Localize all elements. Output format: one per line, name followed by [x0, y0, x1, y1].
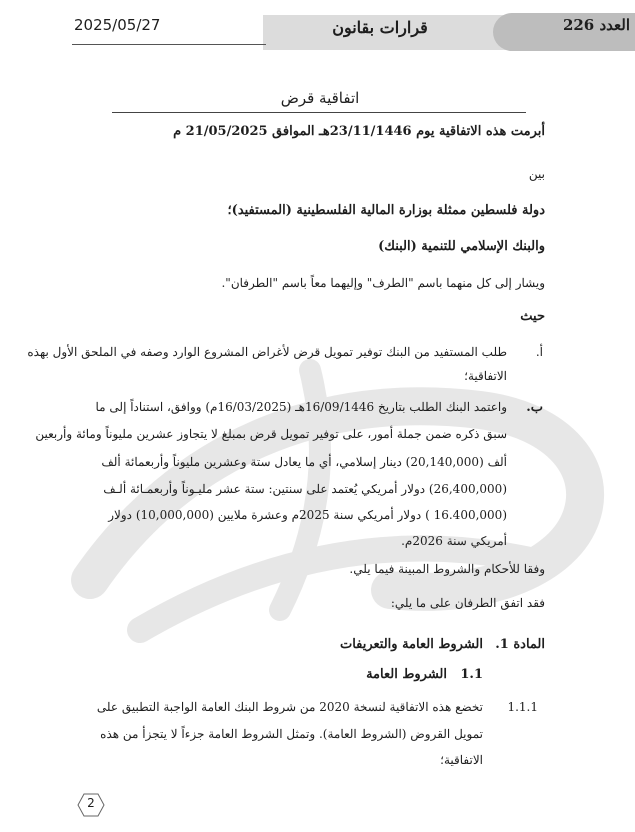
- header-date: 2025/05/27: [74, 16, 161, 34]
- clause-b-line: (16.400,000 ) دولار أمريكي سنة 2025م وعشرة ملايين (10,000,000) دولار: [108, 508, 507, 522]
- terms-line: وفقا للأحكام والشروط المبينة فيما يلي.: [349, 562, 545, 576]
- parties-note: ويشار إلى كل منهما باسم "الطرف" وإليهما معاً باسم "الطرفان".: [221, 276, 545, 290]
- clause-b-line: أمريكي سنة 2026م.: [401, 534, 507, 548]
- subsection-line: الاتفاقية؛: [440, 753, 483, 767]
- subsection-line: تخضع هذه الاتفاقية لنسخة 2020 من شروط البنك العامة الواجبة التطبيق على: [96, 700, 483, 714]
- party-beneficiary: دولة فلسطين ممثلة بوزارة المالية الفلسطينية (المستفيد)؛: [227, 203, 545, 218]
- document-title: اتفاقية قرض: [280, 89, 360, 107]
- subsection-line: تمويل القروض (الشروط العامة). وتمثل الشروط العامة جزءاً لا يتجزأ من هذه: [100, 727, 483, 741]
- issue-number: العدد 226: [562, 16, 630, 34]
- clause-b-line: سبق ذكره ضمن جملة أمور، على توفير تمويل قرض بمبلغ لا يتجاوز عشرين مليوناً ومائة وأربعين: [35, 427, 507, 441]
- article-marker: المادة 1.: [495, 637, 545, 652]
- header-title: قرارات بقانون: [332, 18, 428, 37]
- agreed-line: فقد اتفق الطرفان على ما يلي:: [390, 596, 545, 610]
- clause-b-line: واعتمد البنك الطلب بتاريخ 16/09/1446هـ (16/03/2025م) ووافق، استناداً إلى ما: [95, 400, 507, 414]
- clause-a-line: طلب المستفيد من البنك توفير تمويل قرض لأغراض المشروع الوارد وصفه في الملحق الأول بهذه: [27, 345, 507, 359]
- page-number: 2: [87, 796, 95, 810]
- whereas-heading: حيث: [520, 309, 545, 324]
- header-rule: [72, 44, 266, 45]
- subsection-number: 1.1.1: [507, 700, 538, 714]
- clause-a-line: الاتفاقية؛: [464, 369, 507, 383]
- title-rule: [112, 112, 526, 113]
- article-title: الشروط العامة والتعريفات: [339, 637, 483, 652]
- party-bank: والبنك الإسلامي للتنمية (البنك): [378, 239, 545, 254]
- clause-b-line: ألف (20,140,000) دينار إسلامي، أي ما يعادل ستة وعشرين مليوناً وأربعمائة ألف: [101, 455, 507, 469]
- section-number: 1.1: [460, 667, 483, 682]
- clause-a-marker: أ.: [535, 345, 543, 359]
- signing-line: أبرمت هذه الاتفاقية يوم 23/11/1446هـ الموافق 21/05/2025 م: [173, 124, 545, 139]
- clause-b-marker: ب.: [526, 400, 543, 415]
- between-label: بين: [528, 167, 545, 181]
- clause-b-line: (26,400,000) دولار أمريكي يُعتمد على سنتين: ستة عشر مليـوناً وأربعمـائة ألـف: [103, 482, 507, 496]
- section-title: الشروط العامة: [366, 667, 447, 682]
